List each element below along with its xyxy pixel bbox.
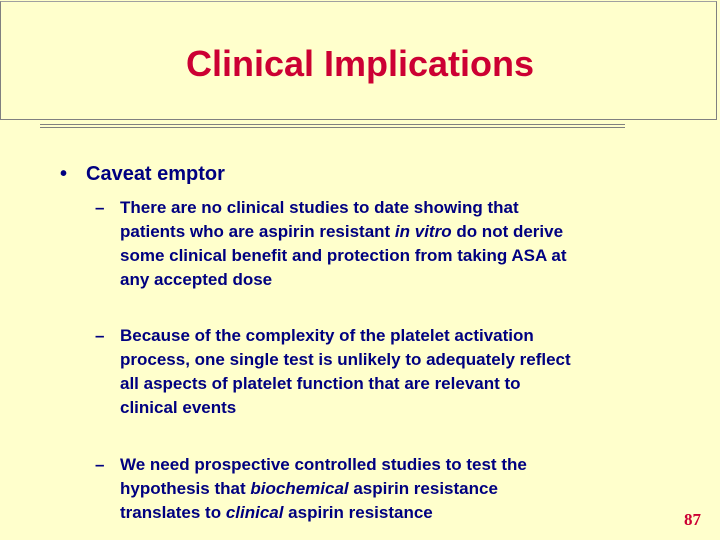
sub-bullet-1-line-2a: patients who are aspirin resistant <box>120 222 395 241</box>
sub-bullet-3-line-2c: aspirin resistance <box>348 479 498 498</box>
sub-bullet-1-line-2c: do not derive <box>451 222 564 241</box>
sub-bullet-1-line-2 <box>95 220 566 244</box>
sub-bullet-3-line-3c: aspirin resistance <box>283 503 433 522</box>
main-bullet <box>60 163 225 186</box>
main-bullet-text: Caveat emptor <box>86 163 225 185</box>
sub-bullet-1-line-1: There are no clinical studies to date showing that <box>120 198 519 217</box>
slide-title: Clinical Implications <box>185 43 535 84</box>
clinical-italic: clinical <box>225 503 284 522</box>
sub-bullet-3 <box>95 453 527 525</box>
sub-bullet-3-line-3 <box>95 501 527 525</box>
sub-bullet-2-line-2: process, one single test is unlikely to adequately reflect <box>120 350 571 369</box>
dash-marker: – <box>95 198 105 217</box>
title-divider-line <box>40 127 625 128</box>
sub-bullet-3-line-3a: translates to <box>120 503 226 522</box>
in-vitro-italic: in vitro <box>394 222 452 241</box>
bullet-marker: • <box>60 163 68 185</box>
sub-bullet-3-line-2a: hypothesis that <box>120 479 251 498</box>
sub-bullet-2 <box>95 324 571 420</box>
sub-bullet-1-line-3: some clinical benefit and protection from taking ASA at <box>120 246 567 265</box>
biochemical-italic: biochemical <box>250 479 349 498</box>
sub-bullet-2-line-4: clinical events <box>120 398 237 417</box>
dash-marker: – <box>95 326 105 345</box>
sub-bullet-1 <box>95 196 566 292</box>
sub-bullet-1-line-4: any accepted dose <box>120 270 273 289</box>
sub-bullet-2-line-3: all aspects of platelet function that are relevant to <box>120 374 521 393</box>
page-number: 87 <box>684 510 701 529</box>
sub-bullet-2-line-1: Because of the complexity of the platelet activation <box>120 326 534 345</box>
sub-bullet-3-line-2 <box>95 477 527 501</box>
title-divider-line <box>40 124 625 125</box>
sub-bullet-3-line-1: We need prospective controlled studies to test the <box>120 455 527 474</box>
dash-marker: – <box>95 455 105 474</box>
